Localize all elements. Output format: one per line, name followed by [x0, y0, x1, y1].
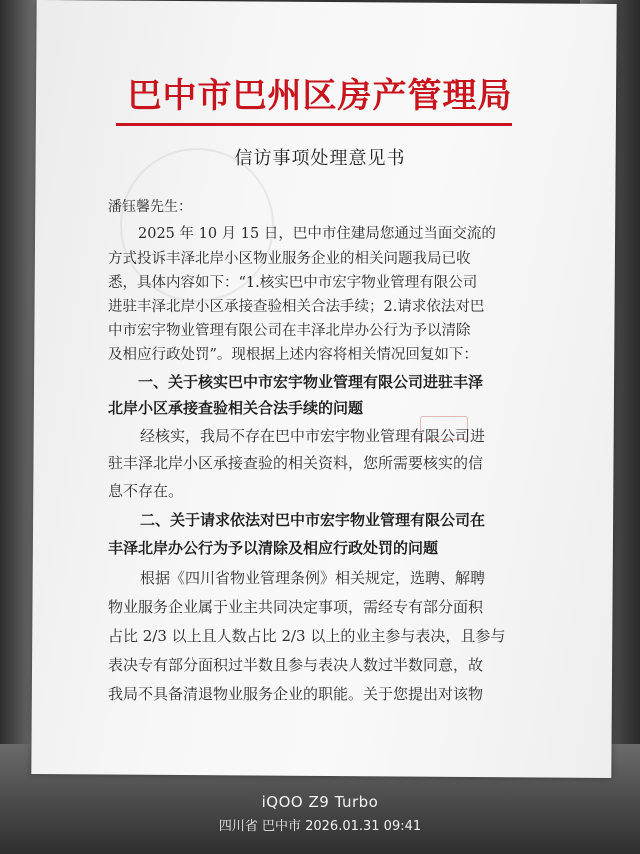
intro-line: 方式投诉丰泽北岸小区物业服务企业的相关问题我局已收	[108, 251, 471, 267]
salutation: 潘钰馨先生：	[108, 199, 192, 215]
letterhead-rule	[116, 123, 512, 126]
section2-heading: 丰泽北岸办公行为予以清除及相应行政处罚的问题	[108, 539, 439, 557]
section1-body-line: 驻丰泽北岸小区承接查验的相关资料，您所需要核实的信	[108, 454, 484, 472]
intro-line: 及相应行政处罚”。现根据上述内容将相关情况回复如下：	[108, 347, 478, 363]
agency-letterhead: 巴中市巴州区房产管理局	[127, 76, 513, 116]
location-time-watermark: 四川省 巴中市 2026.01.31 09:41	[218, 819, 422, 834]
section2-body-line: 根据《四川省物业管理条例》相关规定，选聘、解聘	[140, 569, 486, 587]
section2-body-line: 表决专有部分面积过半数且参与表决人数过半数同意，故	[108, 656, 484, 674]
section2-heading: 二、关于请求依法对巴中市宏宇物业管理有限公司在	[140, 511, 486, 529]
document-title: 信访事项处理意见书	[234, 148, 406, 169]
section2-body-line: 我局不具备清退物业服务企业的职能。关于您提出对该物	[108, 685, 484, 703]
section1-body-line: 经核实，我局不存在巴中市宏宇物业管理有限公司进	[140, 427, 486, 445]
intro-line: 进驻丰泽北岸小区承接查验相关合法手续；2.请求依法对巴	[108, 299, 485, 315]
section2-body-line: 占比 2/3 以上且人数占比 2/3 以上的业主参与表决，且参与	[108, 627, 506, 645]
section1-heading: 北岸小区承接查验相关合法手续的问题	[108, 399, 364, 417]
intro-line: 中市宏宇物业管理有限公司在丰泽北岸办公行为予以清除	[108, 323, 471, 339]
intro-line: 悉，具体内容如下：“1.核实巴中市宏宇物业管理有限公司	[108, 275, 478, 291]
section2-body-line: 物业服务企业属于业主共同决定事项，需经专有部分面积	[108, 598, 484, 616]
camera-model-watermark: iQOO Z9 Turbo	[261, 793, 379, 811]
section1-heading: 一、关于核实巴中市宏宇物业管理有限公司进驻丰泽	[138, 373, 484, 391]
section1-body-line: 息不存在。	[108, 482, 184, 500]
intro-line: 2025 年 10 月 15 日，巴中市住建局您通过当面交流的	[138, 226, 496, 242]
